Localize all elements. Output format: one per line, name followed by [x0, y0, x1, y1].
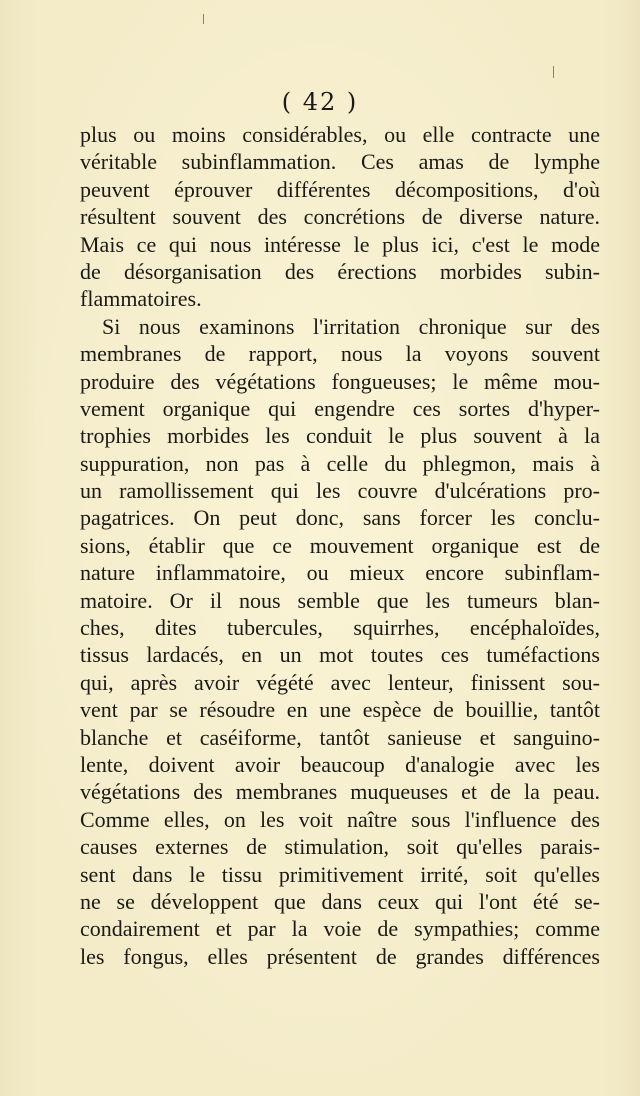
paper-speck: [553, 66, 554, 78]
text-line: plus ou moins considérables, ou elle contracte une: [80, 122, 600, 147]
text-line: végétations des membranes muqueuses et de la peau.: [80, 779, 600, 805]
page-number: ( 42 ): [281, 88, 359, 116]
text-line: suppuration, non pas à celle du phlegmon, mais à: [80, 450, 600, 476]
paper-speck: [203, 14, 204, 24]
text-line: membranes de rapport, nous la voyons souvent: [80, 341, 600, 367]
text-line: lente, doivent avoir beaucoup d'analogie avec les: [80, 751, 600, 777]
text-line: Mais ce qui nous intéresse le plus ici, c'est le mode: [80, 231, 600, 257]
text-line: causes externes de stimulation, soit qu'elles parais-: [80, 834, 600, 860]
text-line: Comme elles, on les voit naître sous l'influence des: [80, 806, 600, 832]
text-line: un ramollissement qui les couvre d'ulcérations pro-: [80, 478, 600, 504]
text-line: Si nous examinons l'irritation chronique sur des: [102, 313, 600, 339]
text-line: tissus lardacés, en un mot toutes ces tuméfactions: [80, 642, 600, 668]
text-line: produire des végétations fongueuses; le même mou-: [80, 368, 600, 394]
paragraph: [80, 313, 600, 970]
text-line: condairement et par la voie de sympathies; comme: [80, 916, 600, 942]
paragraph: [80, 121, 600, 313]
text-line: sent dans le tissu primitivement irrité, soit qu'elles: [80, 861, 600, 887]
text-line: sions, établir que ce mouvement organique est de: [80, 532, 600, 558]
text-line: qui, après avoir végété avec lenteur, finissent sou-: [80, 669, 600, 695]
text-line: flammatoires.: [80, 286, 202, 312]
text-line: ches, dites tubercules, squirrhes, encéphaloïdes,: [80, 615, 600, 641]
body-text: [80, 121, 600, 970]
text-line: vement organique qui engendre ces sortes d'hyper-: [80, 395, 600, 421]
text-line: véritable subinflammation. Ces amas de lymphe: [80, 149, 600, 175]
text-line: nature inflammatoire, ou mieux encore subinflam-: [80, 560, 600, 586]
text-line: résultent souvent des concrétions de diverse nature.: [80, 204, 600, 230]
text-line: pagatrices. On peut donc, sans forcer les conclu-: [80, 505, 600, 531]
text-line: de désorganisation des érections morbides subin-: [80, 258, 600, 284]
text-line: ne se développent que dans ceux qui l'ont été se-: [80, 888, 600, 914]
text-line: trophies morbides les conduit le plus souvent à la: [80, 423, 600, 449]
text-line: les fongus, elles présentent de grandes différences: [80, 943, 600, 969]
text-line: peuvent éprouver différentes décompositions, d'où: [80, 176, 600, 202]
text-line: blanche et caséiforme, tantôt sanieuse et sanguino-: [80, 724, 600, 750]
text-line: vent par se résoudre en une espèce de bouillie, tantôt: [80, 697, 600, 723]
text-line: matoire. Or il nous semble que les tumeurs blan-: [80, 587, 600, 613]
